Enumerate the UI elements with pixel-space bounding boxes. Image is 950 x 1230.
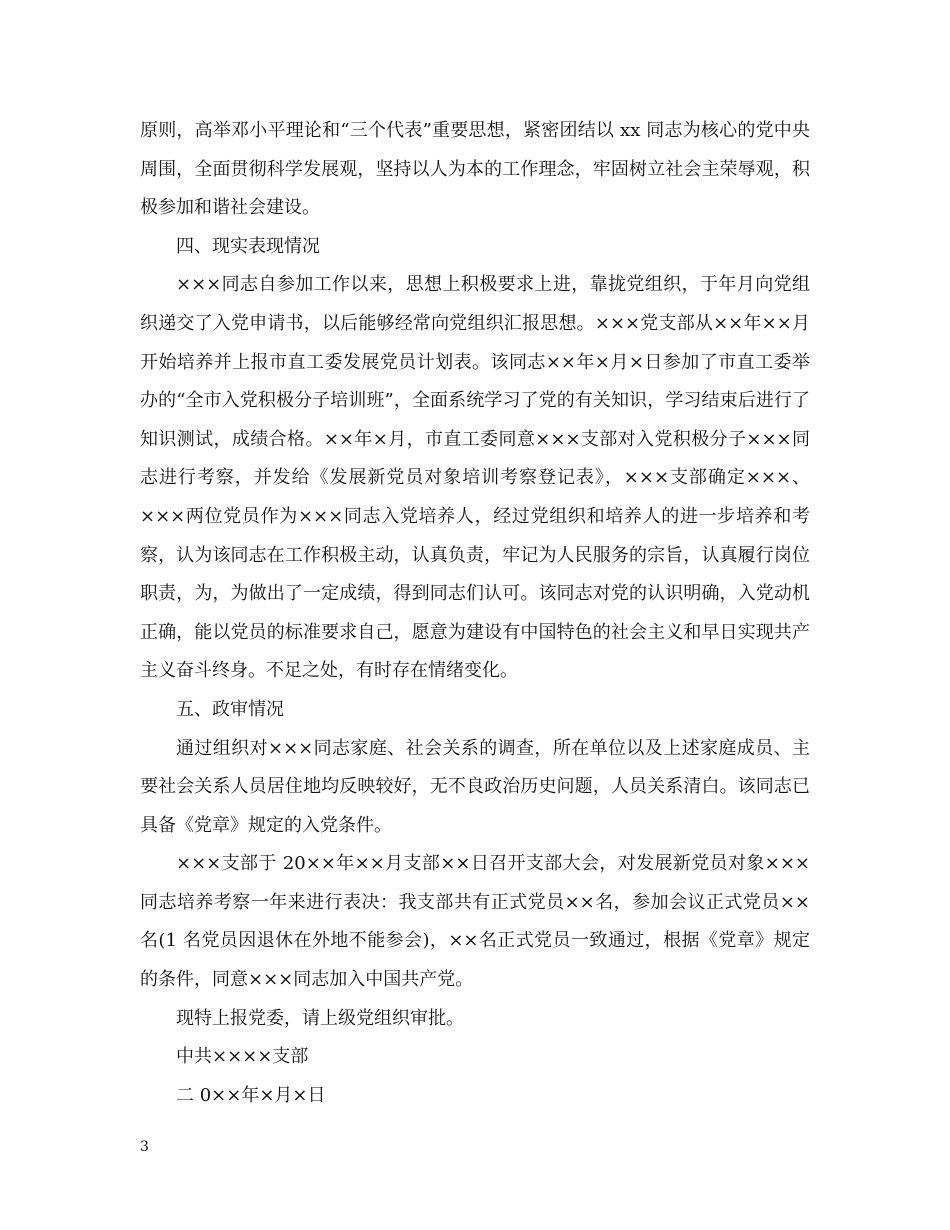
- paragraph-branch-meeting: ×××支部于 20××年××月支部××日召开支部大会，对发展新党员对象×××同志培养考察一年来进行表决：我支部共有正式党员××名，参加会议正式党员××名(1 名党员因退休在外地不能参会)，××名正式党员一致通过，根据《党章》规定的条件，同意×××同志加入中国共产党。: [140, 853, 810, 991]
- paragraph-continuation: 原则，高举邓小平理论和“三个代表”重要思想，紧密团结以 xx 同志为核心的党中央周围，全面贯彻科学发展观，坚持以人为本的工作理念，牢固树立社会主荣辱观，积极参加和谐社会建设。: [140, 120, 810, 219]
- document-body: [140, 112, 810, 1115]
- paragraph-submission: 现特上报党委，请上级党组织审批。: [176, 1007, 464, 1029]
- page-number: 3: [140, 1139, 149, 1155]
- paragraph-performance: ×××同志自参加工作以来，思想上积极要求上进，靠拢党组织，于年月向党组织递交了入党申请书，以后能够经常向党组织汇报思想。×××党支部从××年××月开始培养并上报市直工委发展党员计划表。该同志××年×月×日参加了市直工委举办的“全市入党积极分子培训班”，全面系统学习了党的有关知识，学习结束后进行了知识测试，成绩合格。××年×月，市直工委同意×××支部对入党积极分子×××同志进行考察，并发给《发展新党员对象培训考察登记表》，×××支部确定×××、×××两位党员作为×××同志入党培养人，经过党组织和培养人的进一步培养和考察，认为该同志在工作积极主动，认真负责，牢记为人民服务的宗旨，认真履行岗位职责，为，为做出了一定成绩，得到同志们认可。该同志对党的认识明确，入党动机正确，能以党员的标准要求自己，愿意为建设有中国特色的社会主义和早日实现共产主义奋斗终身。不足之处，有时存在情绪变化。: [140, 274, 810, 682]
- section-heading-performance: 四、现实表现情况: [176, 235, 320, 257]
- paragraph-political-review: 通过组织对×××同志家庭、社会关系的调查，所在单位以及上述家庭成员、主要社会关系人员居住地均反映较好，无不良政治历史问题，人员关系清白。该同志已具备《党章》规定的入党条件。: [140, 737, 810, 836]
- section-heading-political-review: 五、政审情况: [176, 698, 284, 720]
- signature-branch: 中共××××支部: [176, 1046, 309, 1068]
- signature-date: 二 0××年×月×日: [176, 1084, 326, 1106]
